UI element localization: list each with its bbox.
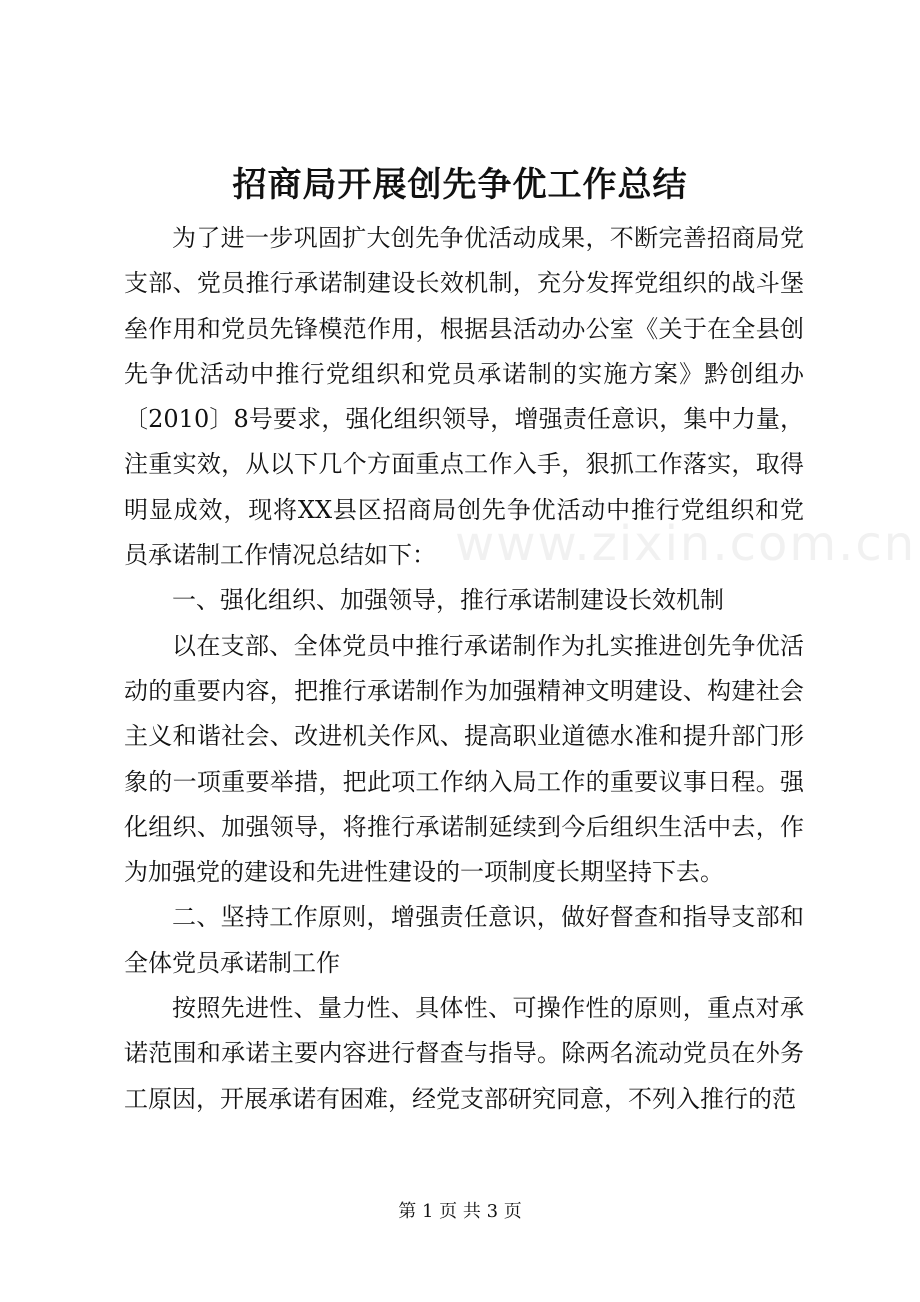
paragraph-section-2: 按照先进性、量力性、具体性、可操作性的原则，重点对承诺范围和承诺主要内容进行督查与指导。除两名流动党员在外务工原因，开展承诺有困难，经党支部研究同意，不列入推行的范 <box>124 994 804 1113</box>
paragraph-section-1: 以在支部、全体党员中推行承诺制作为扎实推进创先争优活动的重要内容，把推行承诺制作为加强精神文明建设、构建社会主义和谐社会、改进机关作风、提高职业道德水准和提升部门形象的一项重要举措，把此项工作纳入局工作的重要议事日程。强化组织、加强领导，将推行承诺制延续到今后组织生活中去，作为加强党的建设和先进性建设的一项制度长期坚持下去。 <box>124 631 804 887</box>
paragraph-intro: 为了进一步巩固扩大创先争优活动成果，不断完善招商局党支部、党员推行承诺制建设长效机制，充分发挥党组织的战斗堡垒作用和党员先锋模范作用，根据县活动办公室《关于在全县创先争优活动中推行党组织和党员承诺制的实施方案》黔创组办〔2010〕8号要求，强化组织领导，增强责任意识，集中力量，注重实效，从以下几个方面重点工作入手，狠抓工作落实，取得明显成效，现将XX县区招商局创先争优活动中推行党组织和党员承诺制工作情况总结如下： <box>124 224 804 570</box>
document-body <box>124 216 804 1122</box>
page-footer: 第 1 页 共 3 页 <box>398 1201 522 1222</box>
section-heading-2: 二、坚持工作原则，增强责任意识，做好督查和指导支部和全体党员承诺制工作 <box>124 903 804 977</box>
section-heading-1: 一、强化组织、加强领导，推行承诺制建设长效机制 <box>172 586 724 615</box>
watermark: www.zixin.com.cn <box>455 516 917 572</box>
document-title: 招商局开展创先争优工作总结 <box>232 165 688 205</box>
